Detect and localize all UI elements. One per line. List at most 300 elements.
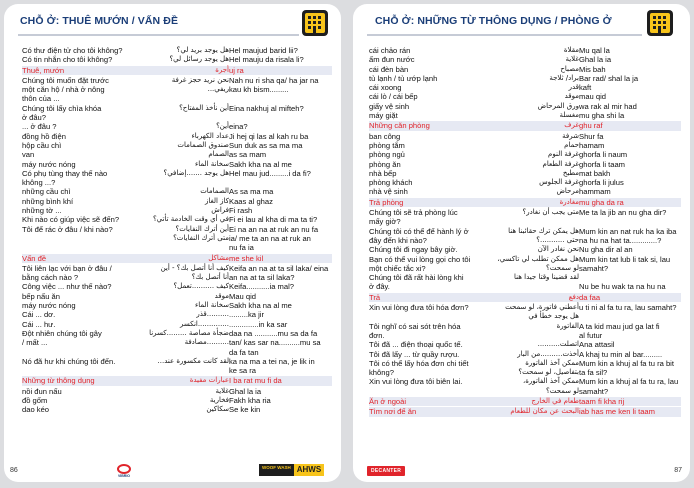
sponsor-logo-small-text: WOOF WASH bbox=[259, 464, 294, 476]
arabic-text: مشاكل bbox=[208, 253, 229, 262]
transliteration-text: kaft bbox=[579, 83, 592, 93]
arabic-text: ممكن آخذ الفاتورة bbox=[525, 358, 579, 367]
arabic-text bbox=[125, 94, 229, 103]
transliteration-text: mau qid bbox=[579, 92, 607, 102]
phrase-row bbox=[369, 368, 681, 377]
transliteration-text bbox=[229, 178, 332, 187]
transliteration-text: ghorfa li naum bbox=[579, 150, 628, 160]
arabic-text: ورق المرحاض bbox=[537, 101, 579, 110]
arabic-text: حتى ...........؟ bbox=[536, 235, 579, 244]
phrase-row bbox=[22, 320, 332, 329]
vietnamese-text: Thuê, mướn bbox=[22, 65, 65, 75]
arabic-text: مرحاض bbox=[556, 187, 579, 196]
vietnamese-text: Chúng tôi lấy chìa khóa bbox=[22, 103, 102, 113]
phrase-row bbox=[22, 55, 332, 64]
phrase-row bbox=[369, 303, 681, 312]
phrase-row bbox=[22, 282, 332, 291]
phrase-row bbox=[369, 92, 681, 101]
transliteration-text: Nu be hu wak ta na hu na bbox=[579, 282, 666, 292]
phrase-row bbox=[22, 206, 332, 215]
vietnamese-text bbox=[22, 234, 125, 243]
phrase-row bbox=[22, 187, 332, 196]
vietnamese-text: ấm đun nước bbox=[369, 55, 415, 65]
section-header-row bbox=[22, 254, 332, 263]
transliteration-text: Mum kin a khuj al fa tu ra, lau bbox=[579, 377, 679, 387]
vietnamese-text: phòng khách bbox=[369, 178, 413, 188]
transliteration-text bbox=[579, 312, 681, 321]
vietnamese-text: tủ lạnh / tủ ướp lạnh bbox=[369, 73, 438, 83]
phrase-row bbox=[22, 329, 332, 338]
arabic-text: شرفة bbox=[562, 131, 579, 140]
transliteration-text: Fi ei lau al kha di ma ta ti? bbox=[229, 215, 318, 225]
transliteration-text: Nah nu ri sha qa/ ha jar na bbox=[229, 75, 319, 85]
phrase-row bbox=[369, 46, 681, 55]
transliteration-text: ka na ma a tei na, je lik in bbox=[229, 356, 315, 366]
vietnamese-text: ban công bbox=[369, 131, 401, 141]
transliteration-text: iab has me ken li taam bbox=[579, 407, 655, 417]
arabic-text bbox=[125, 113, 229, 122]
vietnamese-text: Có phụ tùng thay thế nào bbox=[22, 168, 108, 178]
transliteration-text: Kaas al ghaz bbox=[229, 196, 273, 206]
vietnamese-text: Ăn ở ngoài bbox=[369, 396, 407, 406]
transliteration-text: me she kil bbox=[229, 253, 264, 263]
transliteration-text: Se ke kin bbox=[229, 405, 261, 415]
section-header-row bbox=[369, 198, 681, 207]
vietnamese-text: ... ở đâu ? bbox=[22, 122, 57, 132]
transliteration-text: na hu na hat ta.............? bbox=[579, 235, 662, 245]
vietnamese-text: đồng hồ điện bbox=[22, 131, 66, 141]
transliteration-text: wa rak al mir had bbox=[579, 101, 637, 111]
phrase-row bbox=[22, 273, 332, 282]
transliteration-text: I ba rat mu fi da bbox=[229, 376, 282, 386]
transliteration-text: Mum kin an nat ruk ha ka iba bbox=[579, 226, 677, 236]
arabic-text: لقد قضينا وقتا جيدا هنا bbox=[514, 273, 579, 282]
arabic-text: البحث عن مكان للطعام bbox=[510, 407, 579, 416]
transliteration-text: ghorfa li julus bbox=[579, 178, 624, 188]
phrase-row bbox=[22, 132, 332, 141]
transliteration-text: mu gha da ra bbox=[579, 197, 624, 207]
arabic-text: هل يمكن ترك حقائبنا هنا bbox=[508, 226, 579, 235]
transliteration-text: ke sa ra bbox=[229, 366, 257, 376]
vietnamese-text: nhà vệ sinh bbox=[369, 187, 408, 197]
transliteration-text: da fa tan bbox=[229, 347, 259, 357]
transliteration-text: mat bakh bbox=[579, 168, 611, 178]
transliteration-text: as sa mam bbox=[229, 150, 267, 160]
phrase-row bbox=[369, 331, 681, 340]
vietnamese-text: / mất ... bbox=[22, 338, 48, 348]
phrase-row bbox=[22, 94, 332, 103]
arabic-text: غلاية bbox=[215, 386, 229, 395]
right-page bbox=[353, 4, 690, 482]
transliteration-text: Mau qid bbox=[229, 291, 257, 301]
phrase-row bbox=[22, 169, 332, 178]
phrase-row bbox=[369, 264, 681, 273]
phrase-list bbox=[22, 46, 332, 415]
transliteration-text: daa na ...........mu sa da fa bbox=[229, 328, 318, 338]
phrase-row bbox=[369, 387, 681, 396]
arabic-text: ممكن آخذ الفاتورة، bbox=[522, 377, 579, 386]
phrase-row bbox=[369, 169, 681, 178]
transliteration-text: Hel maujud barid lii? bbox=[229, 46, 298, 55]
arabic-text bbox=[125, 366, 229, 375]
arabic-text: ..............انكسر bbox=[179, 319, 229, 328]
arabic-text: أعطني فاتورة، لو سمحت bbox=[505, 303, 579, 312]
phrase-row bbox=[22, 264, 332, 273]
vietnamese-text: Đột nhiên chúng tôi gây bbox=[22, 328, 102, 338]
sponsor-logo-decanter: DECANTER bbox=[367, 466, 405, 476]
phrase-row bbox=[22, 113, 332, 122]
phrase-row bbox=[369, 55, 681, 64]
transliteration-text: taam fi kha rij bbox=[579, 396, 625, 406]
vietnamese-text: Trả phòng bbox=[369, 197, 404, 207]
vietnamese-text: Có tin nhắn cho tôi không? bbox=[22, 55, 113, 65]
arabic-text bbox=[125, 348, 229, 357]
page-number: 87 bbox=[674, 467, 682, 474]
transliteration-text: ia/ me ta an na at ruk an bbox=[229, 233, 311, 243]
transliteration-text: tan/ kas sar na..........mu sa bbox=[229, 338, 321, 348]
transliteration-text: A khaj tu min al bar......... bbox=[579, 349, 663, 359]
phrase-row bbox=[369, 340, 681, 349]
section-header-row bbox=[369, 407, 681, 416]
phrase-row bbox=[22, 197, 332, 206]
transliteration-text: Sun duk as sa ma ma bbox=[229, 140, 303, 150]
transliteration-text: samaht? bbox=[579, 386, 609, 396]
vietnamese-text: Cái ... hư. bbox=[22, 319, 56, 329]
arabic-text: غرفة الطعام bbox=[542, 159, 579, 168]
transliteration-text: Ghal la ia bbox=[579, 55, 612, 65]
arabic-text: غلاية bbox=[565, 55, 579, 64]
arabic-text: هل يوجد بريد لي؟ bbox=[176, 46, 229, 54]
arabic-text: غرفة النوم bbox=[548, 150, 579, 159]
arabic-text: نحن نريد حجز غرفة bbox=[171, 75, 229, 84]
vietnamese-text: thôn của ... bbox=[22, 94, 60, 104]
phrase-row bbox=[369, 312, 681, 321]
arabic-text: هل يوجد رسائل لي؟ bbox=[169, 55, 229, 64]
vietnamese-text: dao kéo bbox=[22, 405, 50, 415]
phrase-row bbox=[369, 160, 681, 169]
transliteration-text: u ti ni al fa tu ra, lau samaht? bbox=[579, 303, 677, 313]
vietnamese-text: hộp cầu chì bbox=[22, 140, 62, 150]
phrase-row bbox=[369, 132, 681, 141]
arabic-text: الصمامات bbox=[200, 187, 229, 196]
transliteration-text: .........ka jir bbox=[229, 310, 265, 320]
phrase-row bbox=[22, 234, 332, 243]
vietnamese-text: Tôi liên lạc với bạn ở đâu / bbox=[22, 263, 112, 273]
arabic-text: ..........قذر bbox=[196, 310, 229, 319]
arabic-text bbox=[479, 217, 579, 226]
arabic-text: سخانة الماء bbox=[195, 301, 229, 310]
building-icon bbox=[302, 10, 328, 36]
left-title-bar bbox=[4, 15, 341, 31]
vietnamese-text: Tôi đã lấy ... từ quầy rượu. bbox=[369, 349, 460, 359]
vietnamese-text: một căn hộ / nhà ở nông bbox=[22, 85, 105, 95]
vietnamese-text: Chúng tôi đã rất hài lòng khi bbox=[369, 273, 464, 283]
vietnamese-text: Cái ... dơ. bbox=[22, 310, 56, 320]
vietnamese-text: một chiếc tắc xi? bbox=[369, 263, 426, 273]
vietnamese-text bbox=[22, 366, 125, 375]
phrase-row bbox=[22, 122, 332, 131]
transliteration-text: Shur fa bbox=[579, 131, 604, 141]
vietnamese-text: Có thư điện tử cho tôi không? bbox=[22, 46, 123, 55]
arabic-text: حمام bbox=[564, 140, 579, 149]
transliteration-text: Hel mau jud.........i da fi? bbox=[229, 168, 311, 178]
sponsor-logo-vibrio bbox=[114, 464, 134, 478]
phrase-row bbox=[369, 282, 681, 291]
vietnamese-text: máy nước nóng bbox=[22, 301, 76, 311]
phrase-row bbox=[369, 359, 681, 368]
arabic-text: مقلاة bbox=[563, 46, 579, 54]
transliteration-text: Mu qal la bbox=[579, 46, 610, 55]
vietnamese-text: bằng cách nào ? bbox=[22, 273, 79, 283]
arabic-text: كيف ..........تعمل؟ bbox=[173, 282, 229, 291]
left-page bbox=[4, 4, 341, 482]
vietnamese-text: phòng ngủ bbox=[369, 150, 405, 160]
arabic-text: هل يوجد خطأ في bbox=[528, 312, 579, 321]
vietnamese-text: Chúng tôi sẽ trả phòng lúc bbox=[369, 208, 458, 218]
phrase-row bbox=[22, 104, 332, 113]
vietnamese-text: Tôi nghĩ có sai sót trên hóa bbox=[369, 321, 461, 331]
transliteration-text: uj ra bbox=[229, 65, 244, 75]
vietnamese-text: những bình khí bbox=[22, 196, 74, 206]
vietnamese-text: Chúng tôi muốn đặt trước bbox=[22, 75, 109, 85]
phrase-row bbox=[22, 338, 332, 347]
transliteration-text: kau kh bism......... bbox=[229, 85, 289, 95]
arabic-text: لو سمحت؟ bbox=[546, 263, 579, 272]
title-divider bbox=[367, 34, 642, 36]
transliteration-text: Fi rash bbox=[229, 206, 253, 216]
vietnamese-text: phòng tắm bbox=[369, 140, 405, 150]
transliteration-text bbox=[579, 273, 681, 282]
phrase-row bbox=[22, 348, 332, 357]
transliteration-text: Bar rad/ shal la ja bbox=[579, 73, 639, 83]
vietnamese-text: máy giặt bbox=[369, 111, 398, 121]
phrase-row bbox=[369, 217, 681, 226]
page-title: CHỖ Ở: THUÊ MƯỚN / VẤN ĐỀ bbox=[20, 15, 179, 27]
sponsor-logo-ahws bbox=[259, 464, 324, 476]
transliteration-text: Hel mauju da risala li? bbox=[229, 55, 304, 65]
transliteration-text: nu fa ia bbox=[229, 243, 254, 253]
phrase-row bbox=[22, 150, 332, 159]
phrase-row bbox=[22, 310, 332, 319]
vietnamese-text: không ...? bbox=[22, 178, 56, 188]
section-header-row bbox=[369, 397, 681, 406]
phrase-row bbox=[369, 236, 681, 245]
vietnamese-text: bếp nấu ăn bbox=[22, 291, 61, 301]
arabic-text: غرف bbox=[564, 121, 579, 130]
section-header-row bbox=[369, 293, 681, 302]
vietnamese-text: cái lò / cái bếp bbox=[369, 92, 418, 102]
transliteration-text: Ghal la ia bbox=[229, 386, 262, 396]
arabic-text: عداد الكهرباء bbox=[191, 131, 229, 140]
arabic-text: قدر bbox=[568, 83, 579, 92]
vietnamese-text: Tôi có thể lấy hóa đơn chi tiết bbox=[369, 358, 469, 368]
transliteration-text: A ta kid mau jud ga lat fi bbox=[579, 321, 660, 331]
phrase-row bbox=[22, 301, 332, 310]
arabic-text: بتفاصيل، لو سمحت؟ bbox=[518, 368, 579, 377]
phrase-row bbox=[369, 178, 681, 187]
vietnamese-text: Khi nào có giúp việc sẽ đến? bbox=[22, 215, 120, 225]
phrase-row bbox=[22, 396, 332, 405]
phrase-row bbox=[22, 225, 332, 234]
sponsor-logo-text: VIBRIO bbox=[117, 474, 131, 478]
vietnamese-text: cái đèn bàn bbox=[369, 64, 409, 74]
transliteration-text: Sakh kha na al me bbox=[229, 159, 292, 169]
arabic-text: متى يجب أن نغادر؟ bbox=[522, 208, 579, 217]
phrase-row bbox=[369, 377, 681, 386]
arabic-text: براد/ ثلاجة bbox=[549, 73, 579, 82]
phrase-row bbox=[22, 160, 332, 169]
transliteration-text: Mum kin a khuj al fa tu ra bit bbox=[579, 358, 674, 368]
transliteration-text: mu gha shi la bbox=[579, 111, 625, 121]
arabic-text: مغسلة bbox=[559, 111, 579, 120]
vietnamese-text: phòng ăn bbox=[369, 159, 401, 169]
vietnamese-text: Chúng tôi đi ngay bây giờ. bbox=[369, 245, 458, 255]
transliteration-text: As sa ma ma bbox=[229, 187, 274, 197]
phrase-row bbox=[369, 255, 681, 264]
arabic-text: أنا أتصل بك؟ bbox=[191, 273, 229, 282]
phrase-row bbox=[22, 387, 332, 396]
vietnamese-text: Nó đã hư khi chúng tôi đến. bbox=[22, 356, 116, 366]
arabic-text: أخذت..........من البار bbox=[517, 349, 579, 358]
vietnamese-text: giấy vệ sinh bbox=[369, 101, 410, 111]
vietnamese-text: những tờ ... bbox=[22, 206, 62, 216]
transliteration-text: Keifa an na at ta sil laka/ eina bbox=[229, 263, 329, 273]
phrase-row bbox=[22, 141, 332, 150]
arabic-text: أين؟ bbox=[216, 122, 229, 131]
transliteration-text: Mum kin tat lub li tak si, lau bbox=[579, 254, 671, 264]
vietnamese-text bbox=[369, 387, 479, 396]
vietnamese-text: Tìm nơi để ăn bbox=[369, 407, 417, 417]
phrase-row bbox=[22, 366, 332, 375]
arabic-text: فراش bbox=[211, 206, 229, 215]
transliteration-text: al futur bbox=[579, 330, 603, 340]
arabic-text: موقد bbox=[564, 92, 579, 101]
transliteration-text: hammam bbox=[579, 187, 611, 197]
arabic-text: لو سمحت؟ bbox=[546, 386, 579, 395]
phrase-row bbox=[22, 85, 332, 94]
transliteration-text: Eina nakhuj al mifteh? bbox=[229, 103, 304, 113]
vietnamese-text: Chúng tôi có thể để hành lý ở bbox=[369, 226, 469, 236]
phrase-row bbox=[369, 245, 681, 254]
section-header-row bbox=[369, 121, 681, 130]
transliteration-text: Ana attasil bbox=[579, 340, 615, 350]
phrase-row bbox=[369, 111, 681, 120]
arabic-text bbox=[125, 178, 229, 187]
vietnamese-text: Tôi đã ... điện thoại quốc tế. bbox=[369, 340, 463, 350]
transliteration-text: Ei na an na at ruk an nu fa bbox=[229, 224, 319, 234]
phrase-row bbox=[369, 208, 681, 217]
transliteration-text: hamam bbox=[579, 140, 605, 150]
arabic-text: فخارية bbox=[209, 395, 229, 404]
arabic-text: مغادرة bbox=[559, 197, 579, 206]
phrase-row bbox=[22, 178, 332, 187]
transliteration-text bbox=[229, 94, 332, 103]
phrase-row bbox=[369, 322, 681, 331]
transliteration-text: Ji hej qi las al kah ru ba bbox=[229, 131, 309, 141]
page-title: CHỖ Ở: NHỮNG TỪ THÔNG DỤNG / PHÒNG Ở bbox=[375, 15, 612, 27]
arabic-text bbox=[125, 243, 229, 252]
vietnamese-text: máy nước nóng bbox=[22, 159, 76, 169]
transliteration-text: da faa bbox=[579, 292, 601, 302]
vietnamese-text: đây đến khi nào? bbox=[369, 235, 427, 245]
vietnamese-text: không? bbox=[369, 368, 394, 378]
vietnamese-text: đồ gốm bbox=[22, 395, 48, 405]
vietnamese-text: Trả bbox=[369, 292, 381, 302]
arabic-text: الصمام bbox=[208, 150, 229, 159]
arabic-text: صندوق الصمامات bbox=[177, 140, 229, 149]
arabic-text: سكاكين bbox=[206, 405, 229, 414]
phrase-row bbox=[22, 405, 332, 414]
phrase-row bbox=[369, 65, 681, 74]
arabic-text bbox=[479, 331, 579, 340]
vietnamese-text: Tôi để rác ở đâu / khi nào? bbox=[22, 224, 113, 234]
transliteration-text: an na at ta sil laka? bbox=[229, 273, 295, 283]
vietnamese-text: van bbox=[22, 150, 35, 160]
vietnamese-text: Bạn có thể vui lòng gọi cho tôi bbox=[369, 254, 471, 264]
transliteration-text: Sakh kha na al me bbox=[229, 301, 292, 311]
vietnamese-text: Vấn đề bbox=[22, 253, 47, 263]
arabic-text: هل ممكن تطلب لي تاكسي، bbox=[497, 254, 579, 263]
arabic-text: لقد كانت مكسورة عند... bbox=[157, 356, 229, 365]
transliteration-text: Fakh kha ria bbox=[229, 395, 271, 405]
vietnamese-text: những cầu chì bbox=[22, 187, 71, 197]
transliteration-text: ..............in ka sar bbox=[229, 319, 288, 329]
arabic-text: مطبخ bbox=[562, 168, 579, 177]
phrase-row bbox=[369, 141, 681, 150]
transliteration-text: Mis bah bbox=[579, 64, 606, 74]
right-title-bar bbox=[353, 15, 690, 31]
phrase-row bbox=[369, 350, 681, 359]
arabic-text: نحن نغادر الآن bbox=[537, 245, 579, 254]
phrase-row bbox=[22, 215, 332, 224]
arabic-text: دفع bbox=[568, 292, 579, 301]
vietnamese-text: Những từ thông dụng bbox=[22, 376, 95, 386]
arabic-text: أين أترك النفايات؟ bbox=[175, 224, 229, 233]
arabic-text: ضجأة مصاصة .........كسرنا bbox=[149, 328, 229, 337]
arabic-text: غرفة الجلوس bbox=[539, 178, 579, 187]
phrase-row bbox=[22, 357, 332, 366]
phrase-row bbox=[369, 150, 681, 159]
transliteration-text: Keifa...........ia mal? bbox=[229, 282, 294, 292]
arabic-text: متى أترك النفايات؟ bbox=[173, 233, 229, 242]
vietnamese-text: đơn. bbox=[369, 330, 385, 340]
arabic-text: مصباح bbox=[560, 64, 579, 73]
sponsor-logo-big-text: AHWS bbox=[294, 464, 324, 476]
transliteration-text: Me ta la jib an nu gha dir? bbox=[579, 208, 667, 218]
arabic-text: ريفي... bbox=[207, 85, 229, 94]
section-header-row bbox=[22, 66, 332, 75]
vietnamese-text bbox=[22, 348, 125, 357]
vietnamese-text: mấy giờ? bbox=[369, 217, 401, 227]
phrase-row bbox=[22, 292, 332, 301]
transliteration-text: ghu raf bbox=[579, 121, 603, 131]
arabic-text: كيف أنا أتصل بك؟ - أين bbox=[160, 263, 229, 272]
transliteration-text: Nu gha dir al an bbox=[579, 245, 633, 255]
vietnamese-text bbox=[22, 243, 125, 252]
arabic-text: أجرة bbox=[215, 65, 229, 74]
arabic-text: اتصلت.......... bbox=[537, 340, 579, 349]
vietnamese-text: nồi đun nấu bbox=[22, 386, 62, 396]
vietnamese-text: cái xoong bbox=[369, 83, 402, 93]
transliteration-text: eina? bbox=[229, 122, 248, 132]
phrase-row bbox=[369, 227, 681, 236]
arabic-text bbox=[479, 282, 579, 291]
arabic-text: أين نأخذ المفتاح؟ bbox=[179, 103, 229, 112]
arabic-text: عبارات مفيدة bbox=[189, 376, 229, 385]
vietnamese-text: Xin vui lòng đưa tôi hóa đơn? bbox=[369, 303, 469, 313]
arabic-text: موقد bbox=[214, 291, 229, 300]
phrase-row bbox=[22, 243, 332, 252]
